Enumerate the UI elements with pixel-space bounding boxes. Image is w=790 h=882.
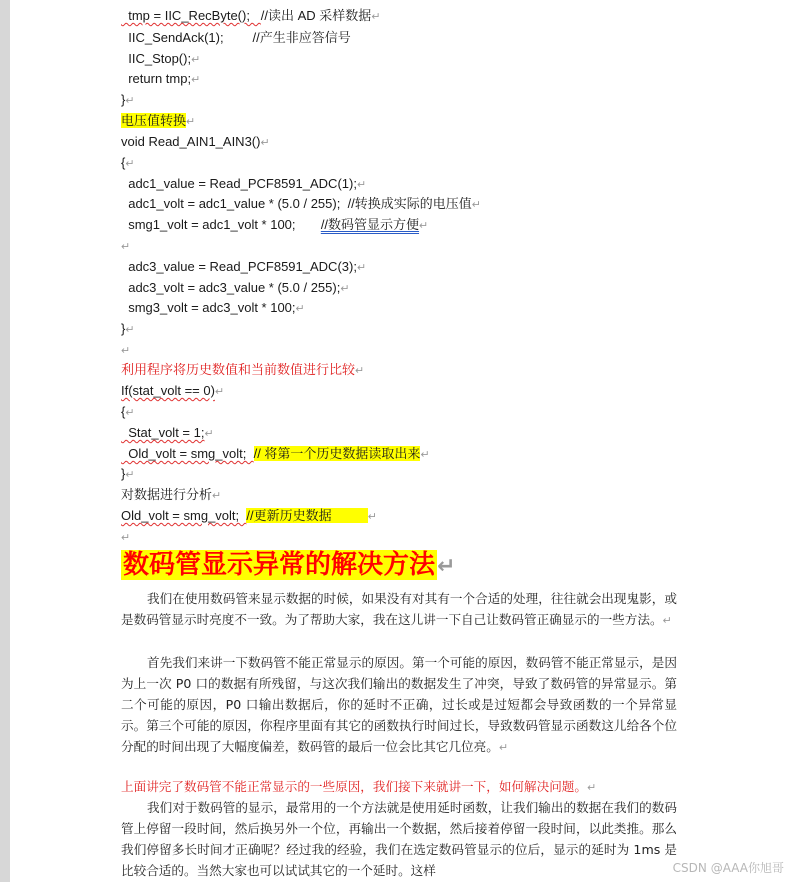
paragraph-causes: 首先我们来讲一下数码管不能正常显示的原因。第一个可能的原因，数码管不能正常显示，是因为上一次 P0 口的数据有所残留，与这次我们输出的数据发生了冲突，导致了数码管的异常显示。第二个可能的原因，P0 口输出数据后，你的延时不正确，过长或是过短都会导致函数的一个异常显示。第三个可能的原因，你程序里面有其它的函数执行时间过长，导致数码管显示函数这儿给各个位分配的时间出现了大幅度偏差，数码管的最后一位会比其它几位亮。↵ xyxy=(121,655,677,754)
watermark: CSDN @AAA你旭哥 xyxy=(672,861,784,875)
function-signature: void Read_AIN1_AIN3()↵ xyxy=(121,134,270,149)
code-line: Old_volt = smg_volt; //更新历史数据 ↵ xyxy=(121,508,377,523)
code-line: ↵ xyxy=(121,241,131,253)
code-line: adc3_volt = adc3_value * (5.0 / 255);↵ xyxy=(121,280,350,295)
code-line: adc1_volt = adc1_value * (5.0 / 255); //转换成实际的电压值↵ xyxy=(121,196,482,211)
code-line: IIC_Stop();↵ xyxy=(121,51,201,66)
code-line: {↵ xyxy=(121,155,135,170)
code-line: smg3_volt = adc3_volt * 100;↵ xyxy=(121,300,305,315)
code-line: {↵ xyxy=(121,404,135,419)
code-line: IIC_SendAck(1); //产生非应答信号 xyxy=(121,30,351,45)
section-label-compare: 利用程序将历史数值和当前数值进行比较↵ xyxy=(121,362,365,377)
section-label-voltage: 电压值转换↵ xyxy=(121,113,196,128)
code-line: Stat_volt = 1;↵ xyxy=(121,425,214,440)
section-heading: 数码管显示异常的解决方法↵ xyxy=(123,550,456,580)
code-line: return tmp;↵ xyxy=(121,71,201,86)
page-gutter xyxy=(0,0,10,882)
if-statement: If(stat_volt == 0)↵ xyxy=(121,383,225,398)
paragraph-solution: 我们对于数码管的显示，最常用的一个方法就是使用延时函数，让我们输出的数据在我们的数码管上停留一段时间，然后换另外一个位，再输出一个数据，然后接着停留一段时间，以此类推。那么我们停留多长时间才正确呢？经过我的经验，我们在选定数码管显示的位后，显示的延时为 1ms 是比较合适的。当然大家也可以试试其它的一个延时。这样 xyxy=(121,800,677,878)
code-line: adc1_value = Read_PCF8591_ADC(1);↵ xyxy=(121,176,367,191)
code-line: tmp = IIC_RecByte(); //读出 AD 采样数据↵ xyxy=(121,8,381,23)
section-label-analyze: 对数据进行分析↵ xyxy=(121,487,222,502)
paragraph-intro: 我们在使用数码管来显示数据的时候，如果没有对其有一个合适的处理，往往就会出现鬼影，或是数码管显示时亮度不一致。为了帮助大家，我在这儿讲一下自己让数码管正确显示的一些方法。↵ xyxy=(121,591,677,627)
paragraph-transition: 上面讲完了数码管不能正常显示的一些原因，我们接下来就讲一下，如何解决问题。↵ xyxy=(121,779,597,794)
code-line: }↵ xyxy=(121,321,135,336)
code-line: Old_volt = smg_volt; // 将第一个历史数据读取出来↵ xyxy=(121,446,430,461)
code-line: smg1_volt = adc1_volt * 100; //数码管显示方便↵ xyxy=(121,217,429,232)
empty-line: ↵ xyxy=(121,345,131,357)
code-line: adc3_value = Read_PCF8591_ADC(3);↵ xyxy=(121,259,367,274)
code-line: }↵ xyxy=(121,92,135,107)
code-line: }↵ xyxy=(121,466,135,481)
empty-line: ↵ xyxy=(121,532,131,544)
